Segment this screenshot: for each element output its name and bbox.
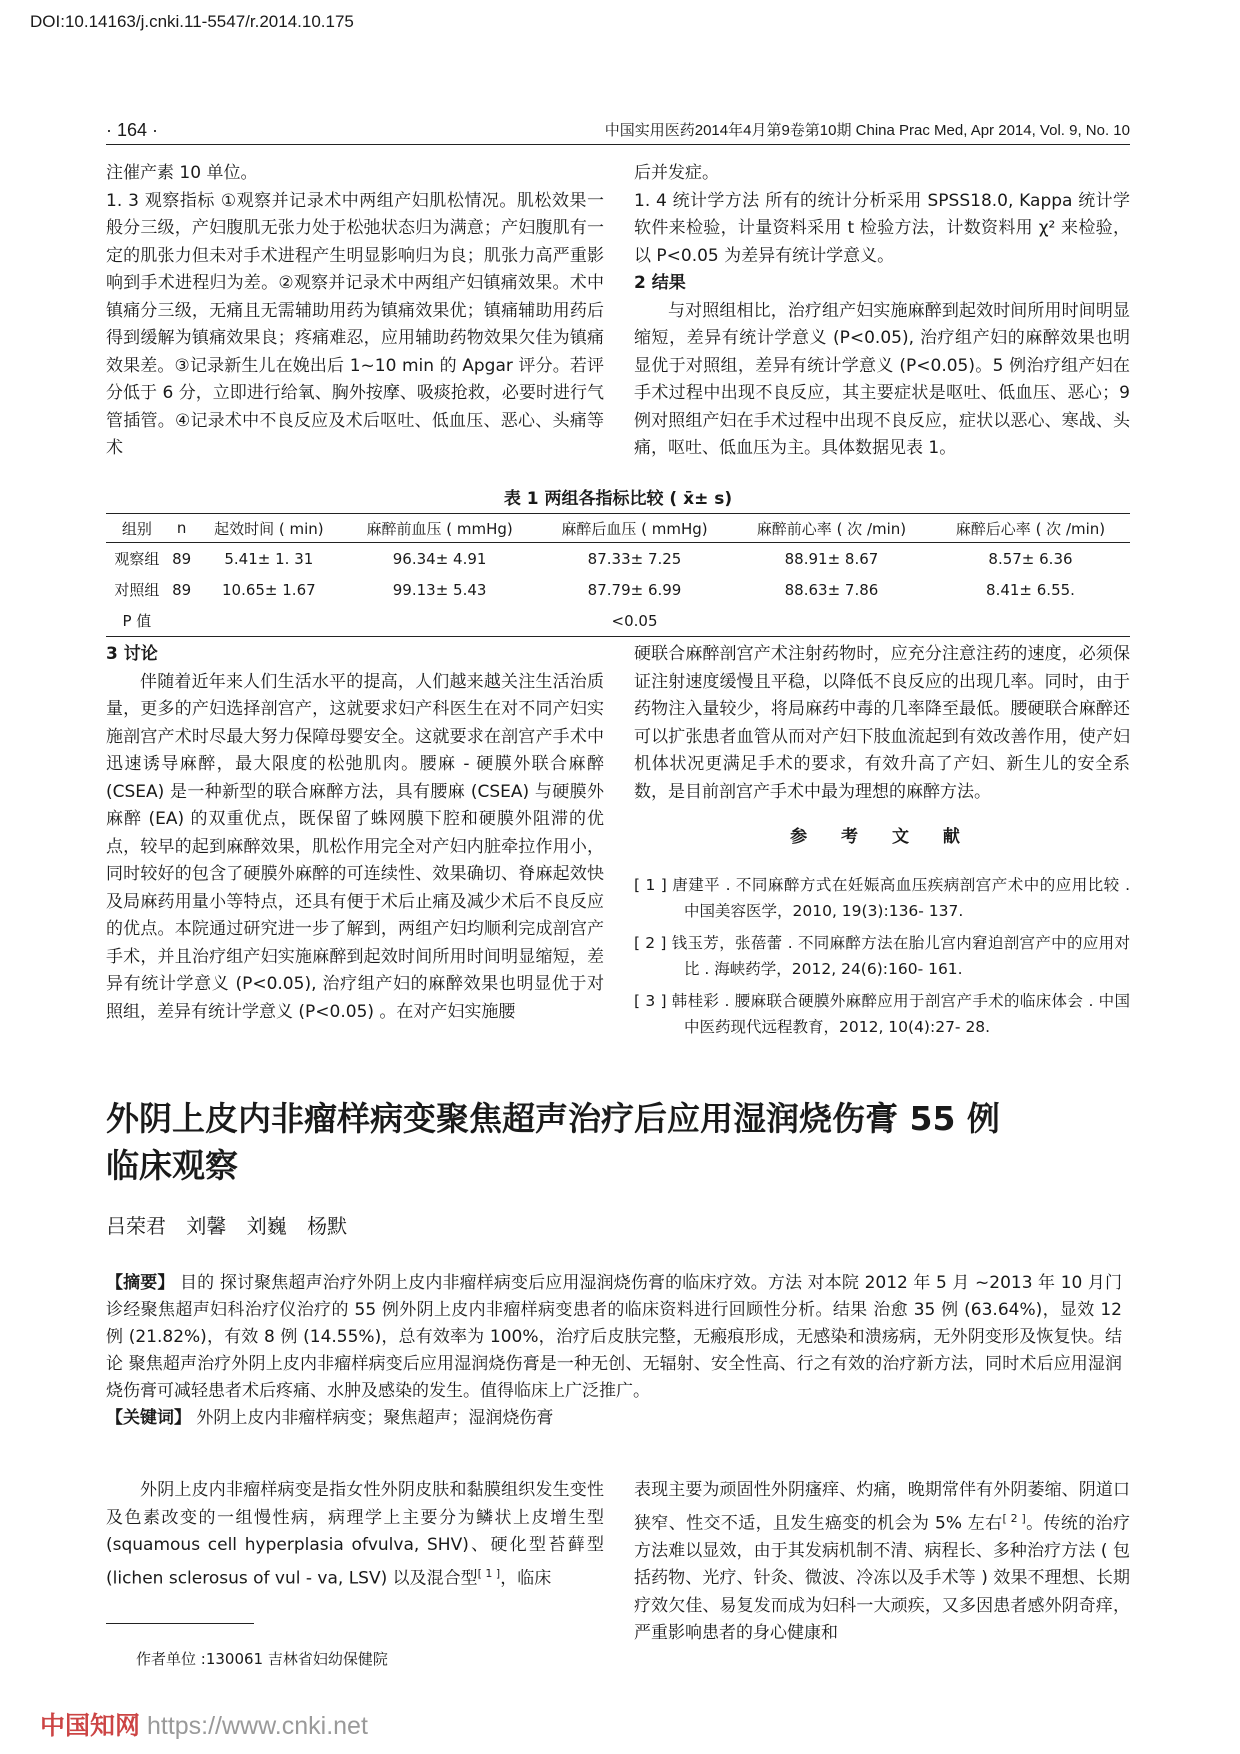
- paragraph: [106, 1477, 604, 1593]
- table-cell: 5.41± 1. 31: [224, 549, 314, 568]
- table-row: [106, 574, 1130, 605]
- doi-line: DOI:10.14163/j.cnki.11-5547/r.2014.10.175: [30, 12, 354, 31]
- table-cell: 89: [172, 580, 192, 599]
- paragraph: 硬联合麻醉剖宫产术注射药物时，应充分注意注药的速度，必须保证注射速度缓慢且平稳，以降低不良反应的出现几率。同时，由于药物注入量较少，将局麻药中毒的几率降至最低。腰硬联合麻醉还可以扩张患者血管从而对产妇下肢血流起到有效改善作用，使产妇机体状况更满足手术的要求，有效升高了产妇、新生儿的安全系数，是目前剖宫产手术中最为理想的麻醉方法。: [634, 644, 1130, 802]
- body-text: 外阴上皮内非瘤样病变是指女性外阴皮肤和黏膜组织发生变性及色素改变的一组慢性病，病理学上主要分为鳞状上皮增生型 (squamous cell hyperplasia ofvulva, SHV)、硬化型苔藓型 (lichen sclerosus of vul - va, LSV) 以及混合型: [106, 1480, 604, 1589]
- table-header-row: [106, 514, 1130, 543]
- page-number: · 164 ·: [106, 120, 159, 140]
- table-row: [106, 605, 1130, 637]
- paragraph: 1. 4 统计学方法 所有的统计分析采用 SPSS18.0, Kappa 统计学软件来检验，计量资料采用 t 检验方法，计数资料用 χ² 来检验，以 P<0.05 为差异有统计学意义。: [634, 190, 1130, 266]
- paragraph: [634, 1477, 1130, 1648]
- table-cell: [196, 605, 343, 637]
- body-text: ，临床: [500, 1568, 552, 1589]
- table-cell: 88.91± 8.67: [784, 549, 879, 568]
- table-row: [106, 543, 1130, 575]
- table-cell: 10.65± 1.67: [221, 580, 316, 599]
- table-header-cell: 起效时间 ( min): [196, 514, 343, 543]
- table-cell: 87.33± 7.25: [587, 549, 682, 568]
- article-authors: 吕荣君 刘馨 刘巍 杨默: [106, 1214, 348, 1238]
- abstract-label: 【摘要】: [106, 1273, 175, 1293]
- header-rule: [106, 144, 1130, 145]
- paragraph: 与对照组相比，治疗组产妇实施麻醉到起效时间所用时间明显缩短，差异有统计学意义 (P<0.05), 治疗组产妇的麻醉效果也明显优于对照组，差异有统计学意义 (P<0.05)。5 例治疗组产妇在手术过程中出现不良反应，其主要症状是呕吐、低血压、恶心；9 例对照组产妇在手术过程中出现不良反应，症状以恶心、寒战、头痛，呕吐、低血压为主。具体数据见表 1。: [634, 300, 1130, 458]
- section-heading: 3 讨论: [106, 644, 158, 664]
- table-cell: [342, 605, 537, 637]
- data-table: [106, 513, 1130, 637]
- table-header-cell: 组别: [106, 514, 168, 543]
- table-cell: 88.63± 7.86: [784, 580, 879, 599]
- keywords-text: 外阴上皮内非瘤样病变；聚焦超声；湿润烧伤膏: [196, 1408, 554, 1428]
- watermark: [40, 1706, 368, 1742]
- table-cell: [931, 605, 1130, 637]
- table-cell: 8.41± 6.55.: [986, 580, 1075, 599]
- footnote-rule: [106, 1623, 254, 1624]
- table-cell: 89: [172, 549, 192, 568]
- reference-item: [ 1 ] 唐建平 . 不同麻醉方式在妊娠高血压疾病剖宫产术中的应用比较 . 中国美容医学，2010, 19(3):136- 137.: [634, 875, 1130, 920]
- table-cell: <0.05: [537, 605, 732, 637]
- top-right-column: [634, 160, 1130, 463]
- article-title: 外阴上皮内非瘤样病变聚焦超声治疗后应用湿润烧伤膏 55 例临床观察: [106, 1099, 1000, 1185]
- table-caption: 表 1 两组各指标比较 ( x̄± s): [503, 489, 733, 509]
- table-cell: 8.57± 6.36: [988, 549, 1073, 568]
- paragraph: 1. 3 观察指标 ①观察并记录术中两组产妇肌松情况。肌松效果一般分三级，产妇腹肌无张力处于松弛状态归为满意；产妇腹肌有一定的肌张力但未对手术进程产生明显影响归为良；肌张力高严重影响到手术进程归为差。②观察并记录术中两组产妇镇痛效果。术中镇痛分三级，无痛且无需辅助用药为镇痛效果优；镇痛辅助用药后得到缓解为镇痛效果良；疼痛难忍，应用辅助药物效果欠佳为镇痛效果差。③记录新生儿在娩出后 1~10 min 的 Apgar 评分。若评分低于 6 分，立即进行给氧、胸外按摩、吸痰抢救，必要时进行气管插管。④记录术中不良反应及术后呕吐、低血压、恶心、头痛等术: [106, 190, 604, 458]
- body-text: 表现主要为顽固性外阴瘙痒、灼痛，晚期常伴有外阴萎缩、阴道口狭窄、性交不适，且发生癌变的机会为 5% 左右: [634, 1480, 1130, 1534]
- discussion-left-column: [106, 641, 604, 1026]
- running-head: 中国实用医药2014年4月第9卷第10期 China Prac Med, Apr 2014, Vol. 9, No. 10: [604, 122, 1130, 139]
- table-cell: 对照组: [114, 581, 160, 599]
- table-cell: P 值: [106, 605, 168, 637]
- table-cell: [732, 605, 931, 637]
- watermark-url: https://www.cnki.net: [146, 1712, 368, 1740]
- table-cell: 99.13± 5.43: [392, 580, 487, 599]
- top-left-column: [106, 160, 604, 463]
- section-heading: 2 结果: [634, 273, 686, 293]
- body-right-column: [634, 1477, 1130, 1648]
- paragraph: 注催产素 10 单位。: [106, 163, 258, 183]
- discussion-right-column: [634, 641, 1130, 1046]
- author-affiliation: 作者单位 :130061 吉林省妇幼保健院: [136, 1650, 388, 1668]
- abstract-text: 目的 探讨聚焦超声治疗外阴上皮内非瘤样病变后应用湿润烧伤膏的临床疗效。方法 对本院 2012 年 5 月 ~2013 年 10 月门诊经聚焦超声妇科治疗仪治疗的 55 例外阴上皮内非瘤样病变患者的临床资料进行回顾性分析。结果 治愈 35 例 (63.64%)，显效 12 例 (21.82%)，有效 8 例 (14.55%)，总有效率为 100%，治疗后皮肤完整，无瘢痕形成，无感染和溃疡病，无外阴变形及恢复快。结论 聚焦超声治疗外阴上皮内非瘤样病变后应用湿润烧伤膏是一种无创、无辐射、安全性高、行之有效的治疗新方法，同时术后应用湿润烧伤膏可减轻患者术后疼痛、水肿及感染的发生。值得临床上广泛推广。: [106, 1273, 1122, 1401]
- keywords-label: 【关键词】: [106, 1408, 191, 1428]
- reference-item: [ 2 ] 钱玉芳，张蓓蕾 . 不同麻醉方法在胎儿宫内窘迫剖宫产中的应用对比 . 海峡药学，2012, 24(6):160- 161.: [634, 933, 1130, 978]
- body-text: 。传统的治疗方法难以显效，由于其发病机制不清、病程长、多种治疗方法 ( 包括药物、光疗、针灸、微波、冷冻以及手术等 ) 效果不理想、长期疗效欠佳、易复发而成为妇科一大顽疾，又多因患者感外阴奇痒，严重影响患者的身心健康和: [634, 1513, 1130, 1644]
- paragraph: 后并发症。: [634, 163, 719, 183]
- table-cell: 96.34± 4.91: [392, 549, 487, 568]
- citation-mark: [ 1 ]: [477, 1566, 501, 1580]
- references-title: 参 考 文 献: [790, 827, 974, 847]
- watermark-brand: 中国知网: [40, 1712, 141, 1740]
- table-header-cell: n: [168, 514, 196, 543]
- table-header-cell: 麻醉前血压 ( mmHg): [342, 514, 537, 543]
- table-cell: 观察组: [114, 550, 160, 568]
- citation-mark: [ 2 ]: [1002, 1511, 1026, 1525]
- paragraph: 伴随着近年来人们生活水平的提高，人们越来越关注生活治质量，更多的产妇选择剖宫产，这就要求妇产科医生在对不同产妇实施剖宫产术时尽最大努力保障母婴安全。这就要求在剖宫产手术中迅速诱导麻醉，最大限度的松弛肌肉。腰麻 - 硬膜外联合麻醉 (CSEA) 是一种新型的联合麻醉方法，具有腰麻 (CSEA) 与硬膜外麻醉 (EA) 的双重优点，既保留了蛛网膜下腔和硬膜外阻滞的优点，较早的起到麻醉效果，肌松作用完全对产妇内脏牵拉作用小，同时较好的包含了硬膜外麻醉的可连续性、效果确切、脊麻起效快及局麻药用量小等特点，还具有便于术后止痛及减少术后不良反应的优点。本院通过研究进一步了解到，两组产妇均顺利完成剖宫产手术，并且治疗组产妇实施麻醉到起效时间所用时间明显缩短，差异有统计学意义 (P<0.05), 治疗组产妇的麻醉效果也明显优于对照组，差异有统计学意义 (P<0.05) 。在对产妇实施腰: [106, 671, 604, 1022]
- abstract-block: [106, 1270, 1122, 1432]
- table-cell: 87.79± 6.99: [587, 580, 682, 599]
- reference-item: [ 3 ] 韩桂彩 . 腰麻联合硬膜外麻醉应用于剖宫产手术的临床体会 . 中国中医药现代远程教育，2012, 10(4):27- 28.: [634, 991, 1130, 1036]
- body-left-column: [106, 1477, 604, 1593]
- table-header-cell: 麻醉前心率 ( 次 /min): [732, 514, 931, 543]
- table-cell: [168, 605, 196, 637]
- table-header-cell: 麻醉后血压 ( mmHg): [537, 514, 732, 543]
- table-header-cell: 麻醉后心率 ( 次 /min): [931, 514, 1130, 543]
